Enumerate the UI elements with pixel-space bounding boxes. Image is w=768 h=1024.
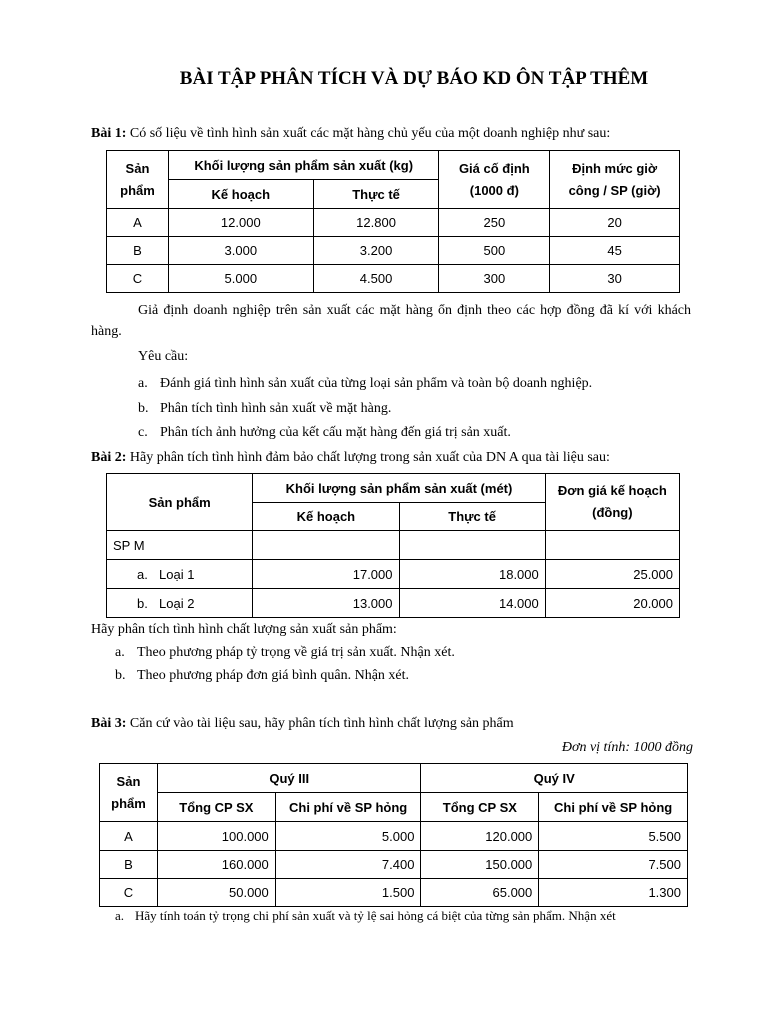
bai2-table — [106, 473, 680, 618]
bai3-unit: Đơn vị tính: 1000 đồng — [561, 740, 693, 755]
cell-name — [107, 589, 253, 618]
bai2-question: Hãy phân tích tình hình chất lượng sản xuất sản phẩm: — [91, 622, 397, 637]
list-text: Phân tích tình hình sản xuất về mặt hàng. — [160, 401, 392, 416]
bai1-intro-line — [91, 126, 610, 142]
bai1-table — [106, 150, 680, 293]
cell-q4-defect: 7.500 — [539, 851, 688, 879]
row-marker: b. — [137, 595, 148, 611]
bai1-intro: Có số liệu về tình hình sản xuất các mặt hàng chủ yếu của một doanh nghiệp như sau: — [129, 126, 611, 141]
list-marker: b. — [115, 668, 126, 683]
cell-price: 300 — [439, 265, 550, 293]
list-text: Hãy tính toán tỷ trọng chi phí sản xuất và tỷ lệ sai hỏng cá biệt của từng sản phẩm. Nhận xét — [135, 908, 616, 923]
list-item — [115, 908, 616, 924]
bai1-label: Bài 1: — [91, 126, 127, 141]
cell-actual: 12.800 — [313, 209, 439, 237]
cell-q4-defect: 5.500 — [539, 822, 688, 851]
bai3-header-q4: Quý IV — [421, 764, 688, 793]
cell-q4-total: 65.000 — [421, 879, 539, 907]
cell-plan: 13.000 — [253, 589, 399, 618]
bai3-table — [99, 763, 688, 907]
bai3-header-q3-total: Tổng CP SX — [157, 793, 275, 822]
list-text: Theo phương pháp tỷ trọng về giá trị sản xuất. Nhận xét. — [137, 645, 455, 660]
cell-q3-defect: 5.000 — [275, 822, 421, 851]
bai1-assumption: Giả định doanh nghiệp trên sản xuất các mặt hàng ổn định theo các hợp đồng đã kí với khách hàng. — [91, 303, 691, 339]
bai3-header-q3: Quý III — [157, 764, 421, 793]
cell-actual: 18.000 — [399, 560, 545, 589]
cell-actual: 14.000 — [399, 589, 545, 618]
table-row — [107, 589, 680, 618]
bai2-header-price: Đơn giá kế hoạch (đồng) — [545, 474, 679, 531]
list-marker: b. — [138, 401, 149, 416]
bai2-intro-line — [91, 450, 610, 466]
cell-price: 20.000 — [545, 589, 679, 618]
cell-q3-defect: 1.500 — [275, 879, 421, 907]
list-item — [138, 401, 391, 417]
cell-plan: 17.000 — [253, 560, 399, 589]
cell-q4-total: 150.000 — [421, 851, 539, 879]
cell-price: 250 — [439, 209, 550, 237]
list-marker: a. — [115, 908, 125, 923]
cell-q4-total: 120.000 — [421, 822, 539, 851]
bai1-header-norm: Định mức giờ công / SP (giờ) — [550, 151, 680, 209]
cell-norm: 20 — [550, 209, 680, 237]
bai3-header-q4-defect: Chi phí về SP hỏng — [539, 793, 688, 822]
table-row — [107, 531, 680, 560]
cell-plan: 5.000 — [168, 265, 313, 293]
bai1-req-label: Yêu cầu: — [138, 349, 189, 364]
cell-product: B — [107, 237, 169, 265]
list-item — [138, 425, 511, 441]
cell-q3-total: 50.000 — [157, 879, 275, 907]
list-text: Theo phương pháp đơn giá bình quân. Nhận xét. — [137, 668, 410, 683]
cell-product: C — [100, 879, 158, 907]
bai2-header-volume: Khối lượng sản phẩm sản xuất (mét) — [253, 474, 546, 503]
cell-norm: 45 — [550, 237, 680, 265]
cell-actual: 4.500 — [313, 265, 439, 293]
table-row — [107, 209, 680, 237]
table-row — [107, 265, 680, 293]
row-name: Loại 2 — [159, 595, 195, 611]
bai2-header-actual: Thực tế — [399, 503, 545, 531]
cell-product: A — [100, 822, 158, 851]
cell-q3-total: 160.000 — [157, 851, 275, 879]
cell-product: A — [107, 209, 169, 237]
cell-name — [107, 560, 253, 589]
table-row — [100, 822, 688, 851]
bai1-header-volume: Khối lượng sản phẩm sản xuất (kg) — [168, 151, 438, 180]
bai3-header-q4-total: Tổng CP SX — [421, 793, 539, 822]
cell-plan: 12.000 — [168, 209, 313, 237]
bai2-header-plan: Kế hoạch — [253, 503, 399, 531]
cell-product: B — [100, 851, 158, 879]
bai2-intro: Hãy phân tích tình hình đảm bảo chất lượng trong sản xuất của DN A qua tài liệu sau: — [129, 450, 610, 465]
page-title: BÀI TẬP PHÂN TÍCH VÀ DỰ BÁO KD ÔN TẬP THÊM — [179, 68, 649, 89]
cell-plan: 3.000 — [168, 237, 313, 265]
list-text: Đánh giá tình hình sản xuất của từng loại sản phẩm và toàn bộ doanh nghiệp. — [160, 376, 593, 391]
cell-norm: 30 — [550, 265, 680, 293]
list-item — [138, 376, 592, 392]
table-row — [107, 237, 680, 265]
cell-q3-total: 100.000 — [157, 822, 275, 851]
list-marker: a. — [138, 376, 148, 391]
list-marker: a. — [115, 645, 125, 660]
bai3-intro: Căn cứ vào tài liệu sau, hãy phân tích tình hình chất lượng sản phẩm — [129, 716, 514, 731]
bai3-header-q3-defect: Chi phí về SP hỏng — [275, 793, 421, 822]
cell-actual: 3.200 — [313, 237, 439, 265]
row-name: Loại 1 — [159, 566, 195, 582]
bai3-intro-line — [91, 716, 514, 732]
bai1-header-price: Giá cố định (1000 đ) — [439, 151, 550, 209]
cell-q4-defect: 1.300 — [539, 879, 688, 907]
table-row — [100, 851, 688, 879]
list-text: Phân tích ảnh hưởng của kết cấu mặt hàng đến giá trị sản xuất. — [160, 425, 511, 440]
bai2-label: Bài 2: — [91, 450, 127, 465]
table-row — [107, 560, 680, 589]
list-item — [115, 645, 455, 661]
list-item — [115, 668, 409, 684]
list-marker: c. — [138, 425, 148, 440]
bai2-header-product: Sản phẩm — [107, 474, 253, 531]
bai1-header-plan: Kế hoạch — [168, 180, 313, 209]
table-row — [100, 879, 688, 907]
cell-price: 25.000 — [545, 560, 679, 589]
cell-q3-defect: 7.400 — [275, 851, 421, 879]
bai3-header-product: Sản phẩm — [100, 764, 158, 822]
cell-group: SP M — [107, 531, 253, 560]
bai1-header-product: Sản phẩm — [107, 151, 169, 209]
row-marker: a. — [137, 566, 148, 582]
bai3-label: Bài 3: — [91, 716, 127, 731]
bai1-header-actual: Thực tế — [313, 180, 439, 209]
cell-price: 500 — [439, 237, 550, 265]
cell-product: C — [107, 265, 169, 293]
